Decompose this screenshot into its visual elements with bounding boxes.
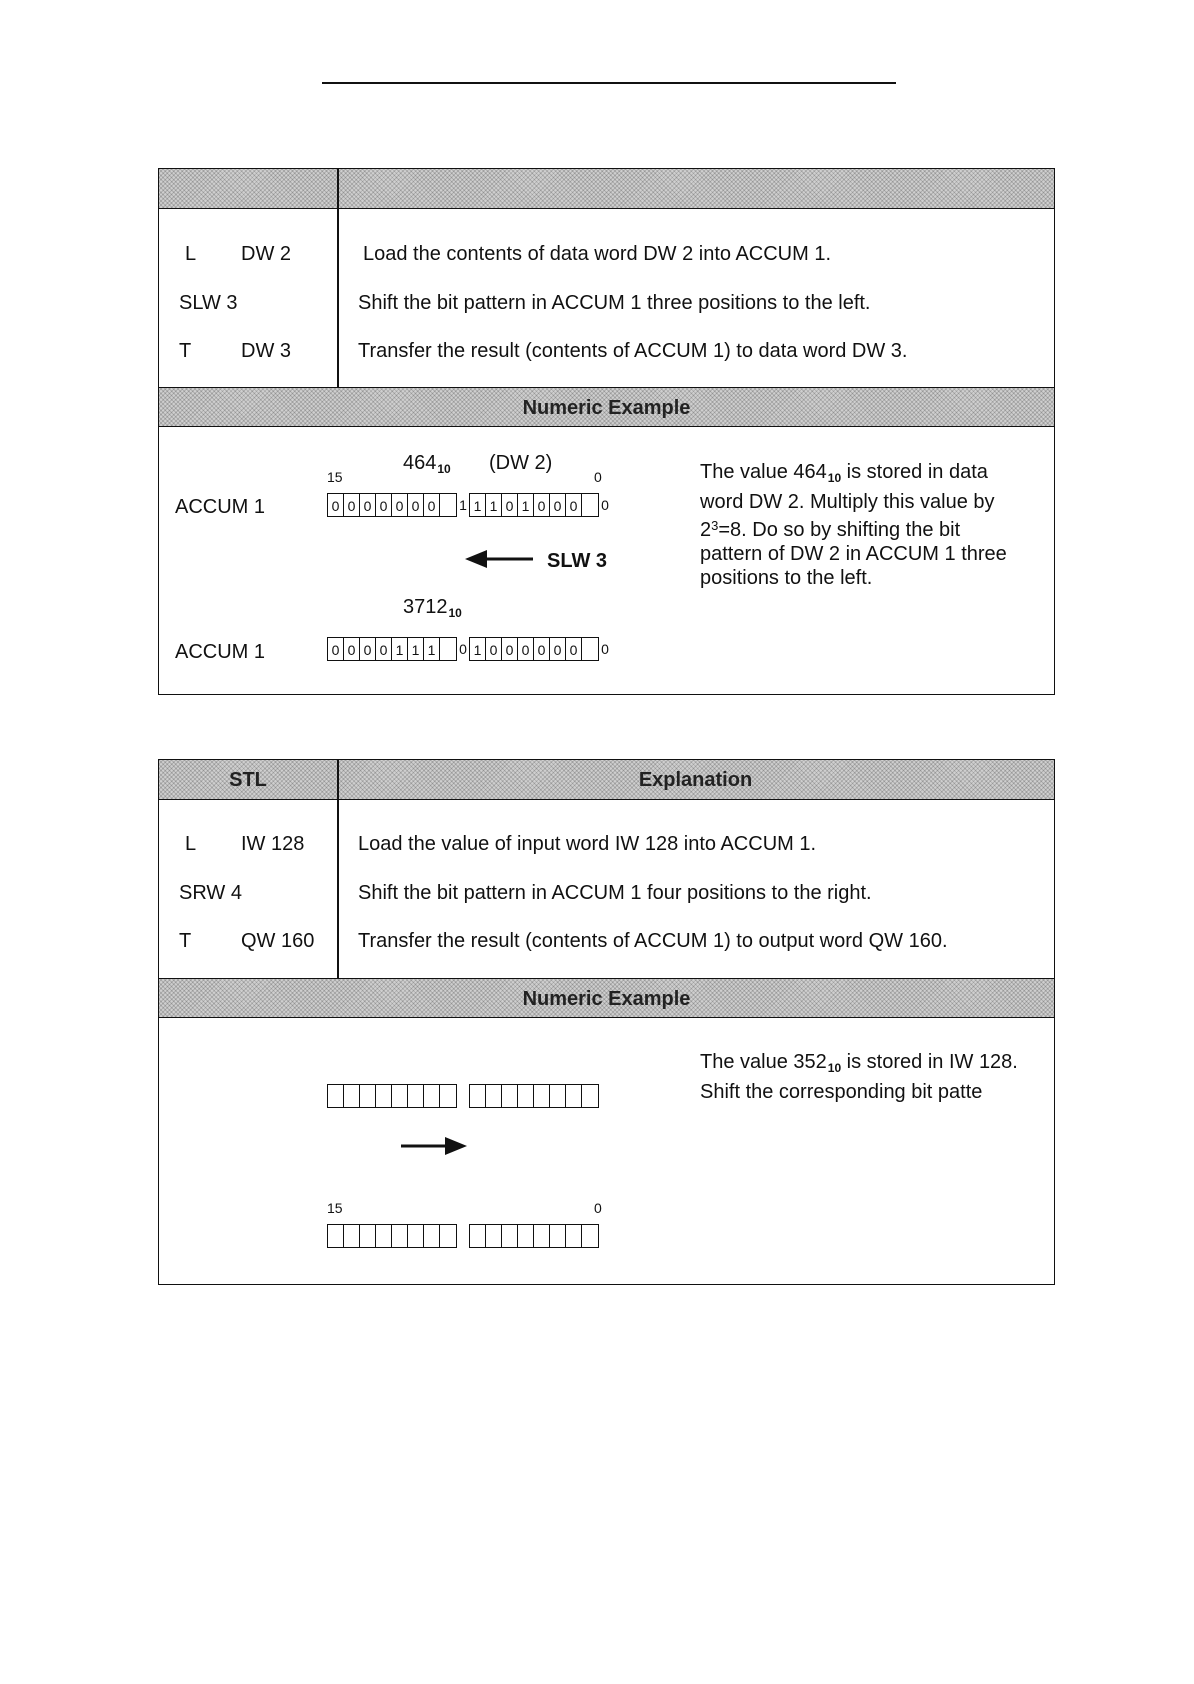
bit-cell: [486, 1225, 502, 1247]
ex1-accum-label-2: ACCUM 1: [175, 641, 266, 663]
ex1-bit-low: 0: [594, 469, 602, 485]
bit-cell: [440, 494, 456, 516]
ex2-row3-op: T: [179, 930, 192, 952]
bit-cell: [582, 494, 598, 516]
bit-cell: [440, 1225, 456, 1247]
bit-cell: [392, 1085, 408, 1107]
example1-divider: [337, 169, 339, 387]
bit-cell: [502, 1225, 518, 1247]
bit-cell: [376, 1085, 392, 1107]
bit-cell: 0: [534, 494, 550, 516]
example2-table: [158, 759, 1055, 1285]
bit-cell: [440, 638, 456, 660]
example1-numeric-header: Numeric Example: [159, 387, 1054, 427]
bit-cell: 0: [566, 638, 582, 660]
ex1-row3-operand: DW 3: [241, 340, 291, 362]
ex2-bit-register-after: [327, 1222, 611, 1248]
right-arrow-icon: [401, 1134, 467, 1158]
bit-cell: [408, 1085, 424, 1107]
bit-cell: [408, 1225, 424, 1247]
bit-cell: 0: [566, 494, 582, 516]
ex2-before-low-byte: [469, 1084, 599, 1108]
bit-cell: [550, 1085, 566, 1107]
bit-cell: 0: [502, 638, 518, 660]
ex1-value1: $464_{10}$: [403, 452, 451, 476]
bit-cell: 0: [518, 638, 534, 660]
bit-cell: 0: [376, 494, 392, 516]
bit-cell: 0: [550, 494, 566, 516]
bit-cell: [534, 1225, 550, 1247]
ex2-bit-high: 15: [327, 1200, 343, 1216]
ex1-row2-op: SLW 3: [179, 292, 238, 314]
ex1-bit-register-before: [327, 491, 611, 517]
ex1-row1-text: Load the contents of data word DW 2 into ACCUM 1.: [363, 243, 832, 265]
bit-cell: [534, 1085, 550, 1107]
bit-cell: [344, 1085, 360, 1107]
ex1-row1-operand: DW 2: [241, 243, 291, 265]
bit-cell: [360, 1225, 376, 1247]
bit-cell: [566, 1225, 582, 1247]
ex2-description: The value $352_{10}$ is stored in IW 128. Shift the corresponding bit patte: [700, 1051, 1018, 1103]
ex2-row1-op: L: [185, 833, 197, 855]
bit-cell: 1: [470, 638, 486, 660]
ex2-row3-operand: QW 160: [241, 930, 315, 952]
ex1-shift-label: SLW 3: [547, 550, 608, 572]
bit-cell: [376, 1225, 392, 1247]
bit-cell: 1: [486, 494, 502, 516]
ex2-row3-text: Transfer the result (contents of ACCUM 1) to output word QW 160.: [358, 930, 948, 952]
bit-cell: [486, 1085, 502, 1107]
bit-cell: 0: [408, 494, 424, 516]
ex2-row2-op: SRW 4: [179, 882, 242, 904]
left-arrow-icon: [465, 547, 535, 571]
ex2-header-left: STL: [229, 769, 267, 791]
bit-cell: [424, 1085, 440, 1107]
ex2-bit-low: 0: [594, 1200, 602, 1216]
bit-cell: 1: [392, 638, 408, 660]
ex1-after-high-byte: [327, 637, 457, 661]
bit-cell: [360, 1085, 376, 1107]
bit-cell: 0: [534, 638, 550, 660]
example1-header: [159, 169, 1054, 209]
bit-cell: [328, 1085, 344, 1107]
ex1-row2-text: Shift the bit pattern in ACCUM 1 three positions to the left.: [358, 292, 871, 314]
bit-cell: [470, 1225, 486, 1247]
bit-cell: [502, 1085, 518, 1107]
bit-cell: 0: [502, 494, 518, 516]
ex1-value2: $3712_{10}$: [403, 596, 462, 620]
bit-cell: 0: [344, 638, 360, 660]
ex2-row1-text: Load the value of input word IW 128 into ACCUM 1.: [358, 833, 817, 855]
bit-cell: 0: [360, 494, 376, 516]
bit-cell: 1: [424, 638, 440, 660]
bit-cell: 0: [344, 494, 360, 516]
bit-cell: 0: [360, 638, 376, 660]
example2-divider: [337, 760, 339, 978]
bit-cell: 0: [376, 638, 392, 660]
bit-cell: [392, 1225, 408, 1247]
ex1-row3-op: T: [179, 340, 192, 362]
ex1-bit-high: 15: [327, 469, 343, 485]
bit-cell: [518, 1225, 534, 1247]
ex1-bit-register-after: [327, 635, 611, 661]
ex1-row1-op: L: [185, 243, 197, 265]
ex1-before-high-byte: [327, 493, 457, 517]
bit-gap: 1: [459, 497, 467, 513]
bit-cell: 0: [328, 638, 344, 660]
bit-cell: 0: [486, 638, 502, 660]
bit-cell: 1: [470, 494, 486, 516]
ex1-before-low-byte: [469, 493, 599, 517]
bit-cell: [470, 1085, 486, 1107]
bit-cell: [518, 1085, 534, 1107]
bit-cell: 0: [550, 638, 566, 660]
ex2-row1-operand: IW 128: [241, 833, 305, 855]
bit-cell: [344, 1225, 360, 1247]
bit-tail: 0: [601, 641, 609, 657]
bit-cell: [582, 1225, 598, 1247]
bit-cell: 1: [408, 638, 424, 660]
bit-gap: 0: [459, 641, 467, 657]
bit-cell: 0: [424, 494, 440, 516]
ex1-after-low-byte: [469, 637, 599, 661]
bit-cell: [582, 1085, 598, 1107]
ex2-after-low-byte: [469, 1224, 599, 1248]
bit-cell: [440, 1085, 456, 1107]
bit-cell: 1: [518, 494, 534, 516]
bit-cell: 0: [392, 494, 408, 516]
top-rule: [322, 82, 896, 84]
ex2-row2-text: Shift the bit pattern in ACCUM 1 four positions to the right.: [358, 882, 872, 904]
example2-numeric-header: Numeric Example: [159, 978, 1054, 1018]
bit-cell: [582, 638, 598, 660]
ex1-description: The value $464_{10}$ is stored in data word DW 2. Multiply this value by $2^3=8$. Do so by shifting the bit pattern of DW 2 in ACCUM 1 three positions to the left.: [700, 461, 1007, 589]
example2-header: [159, 760, 1054, 800]
ex2-after-high-byte: [327, 1224, 457, 1248]
bit-cell: [328, 1225, 344, 1247]
bit-cell: [550, 1225, 566, 1247]
bit-cell: [424, 1225, 440, 1247]
ex1-row3-text: Transfer the result (contents of ACCUM 1) to data word DW 3.: [358, 340, 908, 362]
ex2-bit-register-before: [327, 1082, 611, 1108]
bit-tail: 0: [601, 497, 609, 513]
bit-cell: [566, 1085, 582, 1107]
bit-cell: 0: [328, 494, 344, 516]
ex1-value1-source: (DW 2): [489, 452, 553, 474]
ex1-accum-label-1: ACCUM 1: [175, 496, 266, 518]
example1-table: [158, 168, 1055, 695]
ex2-before-high-byte: [327, 1084, 457, 1108]
ex2-header-right: Explanation: [638, 769, 753, 791]
